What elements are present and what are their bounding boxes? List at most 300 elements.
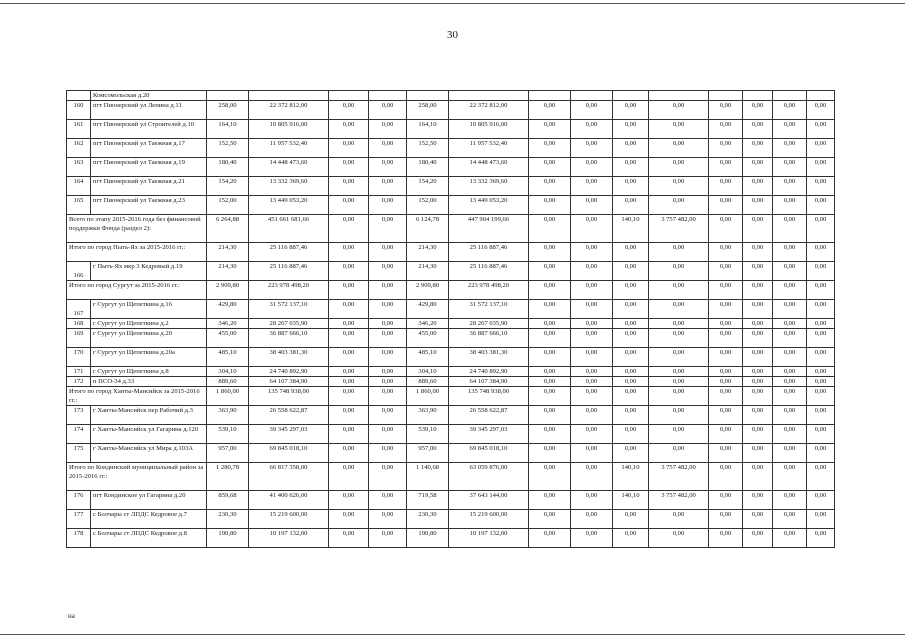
cell-value: 539,10 [207,425,249,444]
cell-value: 13 332 369,60 [449,177,529,196]
cell-value: 0,00 [613,377,649,387]
table-row [67,491,835,510]
cell-value: 0,00 [773,463,807,491]
cell-value: 0,00 [649,139,709,158]
cell-value: 0,00 [329,300,369,319]
cell-value: 0,00 [773,243,807,262]
cell-value: 0,00 [807,262,835,281]
cell-value: 0,00 [329,367,369,377]
cell-value: 0,00 [571,463,613,491]
table-row-continued [67,91,835,101]
cell-value: 0,00 [709,319,743,329]
cell-value: 0,00 [329,406,369,425]
cell-value: 0,00 [529,319,571,329]
cell-value: 10 197 132,00 [449,529,529,548]
cell-address: с Болчары ст ЛПДС Кедровое д.8 [91,529,207,548]
cell-value: 14 448 473,60 [449,158,529,177]
cell-value: 0,00 [649,300,709,319]
cell-value: 0,00 [369,319,407,329]
cell-value: 1 860,00 [407,387,449,406]
cell-value: 14 448 473,60 [249,158,329,177]
cell-value: 214,30 [207,243,249,262]
cell-value: 0,00 [709,120,743,139]
cell-value: 0,00 [773,139,807,158]
cell-summary-label: Итого по Кондинский муниципальный район за 2015-2016 гг.: [67,463,207,491]
cell-value: 39 345 297,03 [449,425,529,444]
cell-value: 28 267 035,90 [449,319,529,329]
cell-num: 164 [67,177,91,196]
cell-value: 0,00 [529,387,571,406]
cell-value: 15 219 600,00 [449,510,529,529]
cell-value: 2 909,80 [207,281,249,300]
cell-value: 0,00 [329,348,369,367]
cell-address: г Сургут ул Щепеткина д.20а [91,348,207,367]
cell-value: 0,00 [571,158,613,177]
cell-value: 0,00 [329,377,369,387]
cell-address: г Сургут ул Щепеткина д.20 [91,329,207,348]
cell-value: 0,00 [743,139,773,158]
cell-value: 0,00 [743,120,773,139]
cell-value: 0,00 [743,262,773,281]
cell-value: 0,00 [807,196,835,215]
cell-value: 0,00 [529,367,571,377]
cell-value: 0,00 [807,158,835,177]
cell-value: 25 116 887,46 [449,262,529,281]
table-row [67,367,835,377]
cell-value: 485,10 [207,348,249,367]
cell-value: 0,00 [649,177,709,196]
cell-value: 0,00 [709,196,743,215]
cell-value: 0,00 [529,281,571,300]
cell-value: 957,00 [207,444,249,463]
cell-value: 0,00 [369,281,407,300]
cell-value: 64 107 384,90 [249,377,329,387]
cell-address: г Сургут ул Щепеткина д.16 [91,300,207,319]
cell-value: 0,00 [369,139,407,158]
cell-value: 0,00 [329,177,369,196]
cell-value: 6 264,88 [207,215,249,243]
cell-value: 0,00 [329,262,369,281]
table-row [67,444,835,463]
cell-value: 485,10 [407,348,449,367]
cell-value: 1 860,00 [207,387,249,406]
cell-value: 0,00 [709,329,743,348]
cell-value: 0,00 [529,348,571,367]
cell-value: 0,00 [613,529,649,548]
cell-value: 190,80 [207,529,249,548]
cell-value: 0,00 [613,139,649,158]
cell-value: 0,00 [329,158,369,177]
cell-value: 0,00 [529,329,571,348]
cell-value: 0,00 [773,529,807,548]
cell-value: 0,00 [529,425,571,444]
cell-value: 39 345 297,03 [249,425,329,444]
cell-value: 3 757 482,00 [649,215,709,243]
cell-value: 0,00 [613,243,649,262]
cell-value: 0,00 [329,281,369,300]
cell-value: 0,00 [571,101,613,120]
cell-value: 451 661 681,66 [249,215,329,243]
cell-num: 166 [67,262,91,281]
cell-value: 0,00 [807,444,835,463]
cell-value: 889,60 [207,377,249,387]
cell-value: 3 757 482,00 [649,463,709,491]
cell-value: 0,00 [807,425,835,444]
cell-value: 0,00 [329,196,369,215]
cell-value: 0,00 [709,491,743,510]
cell-value: 0,00 [369,262,407,281]
housing-table [66,90,835,548]
cell-value: 0,00 [773,348,807,367]
cell-address: пгт Пионерский ул Таежная д.17 [91,139,207,158]
cell-value: 223 978 498,20 [449,281,529,300]
cell-value: 31 572 137,10 [449,300,529,319]
cell-value: 0,00 [571,377,613,387]
cell-value: 64 107 384,90 [449,377,529,387]
cell-value: 0,00 [649,329,709,348]
cell-value: 0,00 [649,319,709,329]
table-body [67,91,835,548]
cell-num: 170 [67,348,91,367]
cell-value: 0,00 [529,120,571,139]
cell-value: 13 449 053,20 [449,196,529,215]
cell-value: 0,00 [773,329,807,348]
cell-value: 0,00 [529,529,571,548]
cell-value: 0,00 [743,329,773,348]
cell-value: 0,00 [773,491,807,510]
cell-value: 719,58 [407,491,449,510]
cell-value: 0,00 [807,463,835,491]
cell-value: 190,80 [407,529,449,548]
cell-value: 0,00 [743,387,773,406]
table-row [67,177,835,196]
cell-value: 41 400 626,00 [249,491,329,510]
cell-value: 0,00 [571,262,613,281]
cell-value: 455,00 [207,329,249,348]
cell-value: 0,00 [709,101,743,120]
cell-address: г Сургут ул Щепеткина д.2 [91,319,207,329]
cell-value: 0,00 [743,101,773,120]
cell-value: 0,00 [649,367,709,377]
cell-value: 0,00 [613,120,649,139]
cell-address: Комсомольская д.20 [91,91,207,101]
cell-address: г Ханты-Мансийск ул Мира д.103А [91,444,207,463]
cell-value: 0,00 [649,348,709,367]
summary-row [67,281,835,300]
cell-value: 180,40 [207,158,249,177]
cell-value: 539,10 [407,425,449,444]
cell-value: 889,60 [407,377,449,387]
summary-row [67,215,835,243]
cell-value: 0,00 [329,510,369,529]
cell-value: 0,00 [743,463,773,491]
cell-value: 0,00 [571,139,613,158]
cell-value: 0,00 [649,196,709,215]
cell-value: 0,00 [329,463,369,491]
cell-value: 0,00 [613,510,649,529]
cell-value: 0,00 [807,139,835,158]
cell-summary-label: Итого по город Пыть-Ях за 2015-2016 гг.: [67,243,207,262]
cell-value: 0,00 [529,139,571,158]
cell-value: 0,00 [773,177,807,196]
cell-value: 0,00 [773,101,807,120]
cell-value: 0,00 [807,243,835,262]
cell-value: 0,00 [709,177,743,196]
cell-value: 0,00 [649,120,709,139]
cell-value: 429,80 [407,300,449,319]
cell-value: 0,00 [613,177,649,196]
cell-value: 0,00 [369,215,407,243]
cell-value: 0,00 [807,387,835,406]
cell-value: 0,00 [329,425,369,444]
cell-value: 0,00 [743,319,773,329]
cell-num: 176 [67,491,91,510]
cell-address: пгт Кондинское ул Гагарина д.20 [91,491,207,510]
cell-value: 0,00 [649,387,709,406]
summary-row [67,463,835,491]
cell-value: 0,00 [613,444,649,463]
cell-value: 0,00 [571,348,613,367]
cell-value: 0,00 [529,101,571,120]
cell-value: 0,00 [329,491,369,510]
cell-address: с Болчары ст ЛПДС Кедровое д.7 [91,510,207,529]
cell-value: 0,00 [649,101,709,120]
cell-value: 0,00 [743,529,773,548]
cell-value: 11 957 532,40 [449,139,529,158]
cell-value: 363,90 [407,406,449,425]
cell-value: 140,10 [613,491,649,510]
cell-value: 0,00 [613,425,649,444]
cell-value: 0,00 [807,491,835,510]
cell-value: 0,00 [709,215,743,243]
cell-value: 0,00 [807,319,835,329]
cell-value: 0,00 [709,529,743,548]
cell-value: 0,00 [613,158,649,177]
cell-value: 0,00 [743,215,773,243]
cell-value: 0,00 [649,444,709,463]
cell-value: 22 372 812,00 [249,101,329,120]
cell-num: 173 [67,406,91,425]
cell-value: 0,00 [807,510,835,529]
cell-address: пгт Пионерский ул Таежная д.21 [91,177,207,196]
cell-value: 38 403 381,30 [249,348,329,367]
cell-value: 0,00 [807,406,835,425]
cell-num: 171 [67,367,91,377]
cell-value: 0,00 [743,510,773,529]
cell-value: 0,00 [613,300,649,319]
cell-value: 0,00 [571,243,613,262]
cell-value: 0,00 [649,406,709,425]
cell-value: 164,10 [407,120,449,139]
cell-value: 0,00 [369,529,407,548]
page-number: 30 [447,29,458,41]
cell-value: 0,00 [329,139,369,158]
cell-value: 152,00 [407,196,449,215]
cell-value: 36 887 666,10 [449,329,529,348]
cell-value: 0,00 [369,377,407,387]
cell-value: 13 332 369,60 [249,177,329,196]
cell-value: 180,40 [407,158,449,177]
cell-value: 164,10 [207,120,249,139]
cell-value: 0,00 [571,196,613,215]
cell-value: 0,00 [529,491,571,510]
cell-num: 161 [67,120,91,139]
summary-row [67,387,835,406]
cell-value: 0,00 [773,300,807,319]
cell-num: 177 [67,510,91,529]
cell-address: г Сургут ул Щепеткина д.8 [91,367,207,377]
cell-value: 0,00 [709,444,743,463]
cell-value: 0,00 [329,101,369,120]
cell-value: 0,00 [369,158,407,177]
cell-value: 0,00 [369,491,407,510]
cell-value: 0,00 [571,510,613,529]
cell-value: 0,00 [529,510,571,529]
cell-value: 0,00 [369,329,407,348]
cell-value: 0,00 [369,367,407,377]
cell-value: 0,00 [773,158,807,177]
cell-value: 10 805 916,00 [449,120,529,139]
cell-value: 25 116 887,46 [449,243,529,262]
cell-value: 0,00 [649,529,709,548]
cell-value: 0,00 [709,300,743,319]
table-row [67,319,835,329]
cell-address: г Ханты-Мансийск ул Гагарина д.120 [91,425,207,444]
cell-value: 0,00 [571,120,613,139]
cell-value: 3 757 482,00 [649,491,709,510]
cell-value: 214,30 [407,262,449,281]
cell-value: 37 643 144,00 [449,491,529,510]
cell-num [67,91,91,101]
cell-value: 0,00 [529,215,571,243]
table-row [67,348,835,367]
cell-num: 160 [67,101,91,120]
cell-value: 0,00 [329,329,369,348]
cell-value: 0,00 [709,425,743,444]
cell-value: 0,00 [369,463,407,491]
cell-value: 1 280,78 [207,463,249,491]
cell-value: 0,00 [743,300,773,319]
cell-address: г Пыть-Ях мкр 3 Кедровый д.19 [91,262,207,281]
cell-value: 0,00 [571,491,613,510]
cell-value: 447 904 199,66 [449,215,529,243]
table-row [67,158,835,177]
cell-num: 178 [67,529,91,548]
cell-value: 0,00 [807,529,835,548]
table-row [67,196,835,215]
cell-value: 0,00 [743,348,773,367]
cell-value: 0,00 [613,406,649,425]
cell-value: 0,00 [369,406,407,425]
cell-value: 0,00 [743,243,773,262]
cell-value: 0,00 [571,529,613,548]
table-row [67,120,835,139]
cell-value: 0,00 [649,262,709,281]
cell-value: 0,00 [773,425,807,444]
table-row [67,406,835,425]
cell-value: 0,00 [329,120,369,139]
cell-value: 0,00 [773,281,807,300]
cell-value: 0,00 [571,177,613,196]
cell-value: 0,00 [571,329,613,348]
cell-value: 66 817 358,00 [249,463,329,491]
cell-value: 31 572 137,10 [249,300,329,319]
cell-value: 0,00 [529,196,571,215]
cell-value: 140,10 [613,215,649,243]
cell-value: 0,00 [743,281,773,300]
cell-value: 0,00 [807,215,835,243]
cell-value: 24 740 892,90 [249,367,329,377]
table-row [67,139,835,158]
cell-value: 0,00 [613,101,649,120]
cell-value: 0,00 [709,510,743,529]
cell-value: 0,00 [613,319,649,329]
cell-address: п ПСО-34 д.33 [91,377,207,387]
cell-value: 0,00 [571,281,613,300]
scan-top-line [0,3,905,4]
cell-value: 0,00 [807,300,835,319]
cell-value: 0,00 [369,444,407,463]
cell-summary-label: Итого по город Сургут за 2015-2016 гг.: [67,281,207,300]
summary-row [67,243,835,262]
cell-value: 0,00 [743,177,773,196]
cell-value: 0,00 [743,425,773,444]
cell-value: 0,00 [773,262,807,281]
cell-value: 0,00 [743,406,773,425]
cell-value: 38 403 381,30 [449,348,529,367]
cell-value: 0,00 [807,177,835,196]
cell-num: 162 [67,139,91,158]
cell-value: 24 740 892,90 [449,367,529,377]
cell-value: 0,00 [743,196,773,215]
cell-value: 0,00 [743,367,773,377]
cell-value: 0,00 [743,158,773,177]
cell-value: 0,00 [773,215,807,243]
cell-value: 25 116 887,46 [249,243,329,262]
cell-value: 0,00 [529,444,571,463]
cell-value: 0,00 [709,377,743,387]
cell-num: 167 [67,300,91,319]
cell-value: 223 978 498,20 [249,281,329,300]
cell-value: 304,10 [207,367,249,377]
cell-value: 0,00 [649,158,709,177]
cell-value: 0,00 [773,387,807,406]
cell-value: 0,00 [329,215,369,243]
cell-value: 135 748 938,00 [249,387,329,406]
cell-address: пгт Пионерский ул Таежная д.19 [91,158,207,177]
cell-value: 154,20 [207,177,249,196]
cell-value: 0,00 [709,262,743,281]
cell-value: 214,30 [407,243,449,262]
cell-value: 0,00 [369,243,407,262]
cell-value: 28 267 035,90 [249,319,329,329]
cell-value: 0,00 [773,406,807,425]
cell-summary-label: Итого по город Ханты-Мансийск за 2015-2016 гг.: [67,387,207,406]
cell-value: 0,00 [613,367,649,377]
cell-value: 363,90 [207,406,249,425]
cell-value: 0,00 [613,329,649,348]
cell-value: 0,00 [369,101,407,120]
cell-value: 22 372 812,00 [449,101,529,120]
cell-value: 0,00 [529,177,571,196]
cell-value: 0,00 [329,243,369,262]
cell-num: 163 [67,158,91,177]
cell-value: 0,00 [369,387,407,406]
table-row [67,529,835,548]
cell-value: 0,00 [613,262,649,281]
table-row [67,300,835,319]
cell-value: 0,00 [649,243,709,262]
